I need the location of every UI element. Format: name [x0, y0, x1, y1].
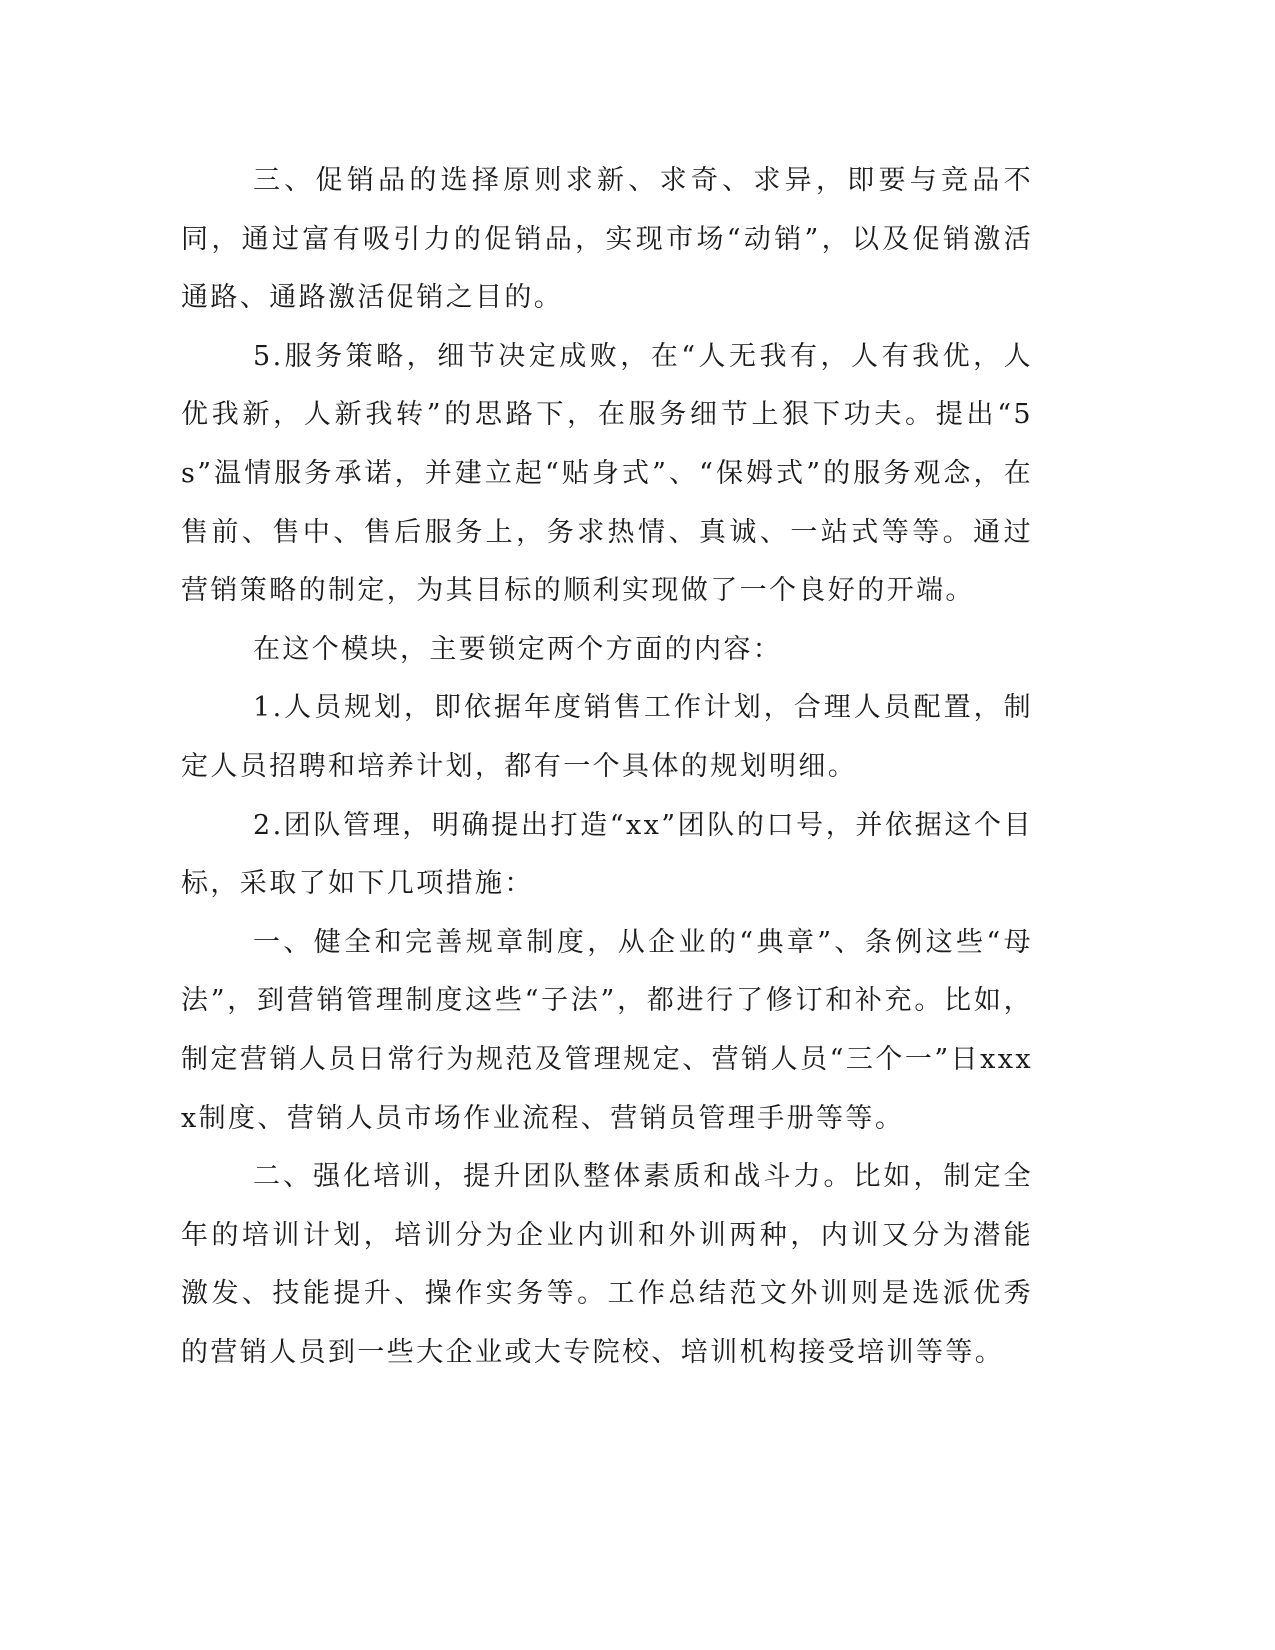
paragraph-team-management: 2.团队管理，明确提出打造“xx”团队的口号，并依据这个目标，采取了如下几项措施：	[181, 809, 1033, 900]
document-body	[181, 152, 1033, 1382]
paragraph-rules-system: 一、健全和完善规章制度，从企业的“典章”、条例这些“母法”，到营销管理制度这些“子法”，都进行了修订和补充。比如，制定营销人员日常行为规范及管理规定、营销人员“三个一”日xxxx制度、营销人员市场作业流程、营销员管理手册等等。	[181, 926, 1033, 1134]
paragraph-promo-gift-principle: 三、促销品的选择原则求新、求奇、求异，即要与竞品不同，通过富有吸引力的促销品，实现市场“动销”，以及促销激活通路、通路激活促销之目的。	[181, 165, 1033, 314]
paragraph-module-intro: 在这个模块，主要锁定两个方面的内容：	[253, 633, 783, 665]
paragraph-service-strategy: 5.服务策略，细节决定成败，在“人无我有，人有我优，人优我新，人新我转”的思路下，在服务细节上狠下功夫。提出“5s”温情服务承诺，并建立起“贴身式”、“保姆式”的服务观念，在售前、售中、售后服务上，务求热情、真诚、一站式等等。通过营销策略的制定，为其目标的顺利实现做了一个良好的开端。	[181, 340, 1033, 607]
paragraph-training: 二、强化培训，提升团队整体素质和战斗力。比如，制定全年的培训计划，培训分为企业内训和外训两种，内训又分为潜能激发、技能提升、操作实务等。工作总结范文外训则是选派优秀的营销人员到一些大企业或大专院校、培训机构接受培训等等。	[181, 1161, 1033, 1368]
paragraph-staff-planning: 1.人员规划，即依据年度销售工作计划，合理人员配置，制定人员招聘和培养计划，都有一个具体的规划明细。	[181, 692, 1033, 782]
